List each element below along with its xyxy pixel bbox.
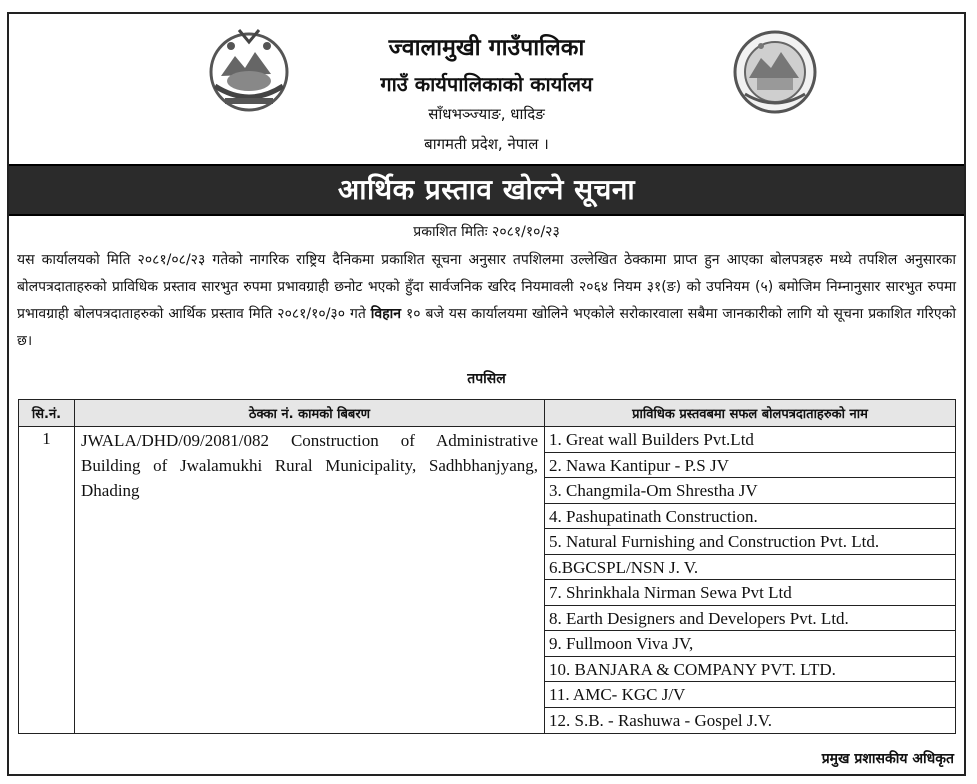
bidders-cell [545, 427, 956, 734]
signatory-title: प्रमुख प्रशासकीय अधिकृत [821, 751, 954, 767]
row-serial-number: 1 [19, 427, 75, 734]
contract-description: JWALA/DHD/09/2081/082 Construction of Administrative Building of Jwalamukhi Rural Municipality, Sadhbhanjyang, Dhading [75, 427, 545, 734]
header-serial-number: सि.नं. [19, 400, 75, 427]
list-item: 3. Changmila-Om Shrestha JV [545, 478, 955, 504]
address-line-1: साँधभञ्ज्याङ, धादिङ [428, 105, 545, 123]
header-contract-description: ठेक्का नं. कामको बिबरण [75, 400, 545, 427]
list-item: 8. Earth Designers and Developers Pvt. Ltd. [545, 606, 955, 632]
list-item: 5. Natural Furnishing and Construction Pvt. Ltd. [545, 529, 955, 555]
table-header-row [19, 400, 956, 427]
published-date: प्रकाशित मितिः २०८१/१०/२३ [413, 224, 560, 240]
list-item: 2. Nawa Kantipur - P.S JV [545, 453, 955, 479]
address-line-2: बागमती प्रदेश, नेपाल । [424, 135, 549, 153]
bidder-list [545, 427, 955, 733]
office-name: ज्वालामुखी गाउँपालिका [388, 35, 585, 61]
notice-frame [7, 12, 966, 776]
notice-body-part-2: १० बजे यस कार्यालयमा खोलिने भएकोले सरोकारवाला सबैमा जानकारीको लागि यो सूचना प्रकाशित गरिएको छ। [17, 306, 956, 349]
list-item: 7. Shrinkhala Nirman Sewa Pvt Ltd [545, 580, 955, 606]
notice-body-part-1: यस कार्यालयको मिति २०८१/०८/२३ गतेको नागरिक राष्ट्रिय दैनिकमा प्रकाशित सूचना अनुसार तपशिलमा उल्लेखित ठेक्कामा प्राप्त हुन आएका बोलपत्रहरु मध्ये तपशिल अनुसारका बोलपत्रदाताहरुको प्राविधिक प्रस्ताव सारभुत रुपमा प्रभावग्राही छनोट भएको हुँदा सार्वजनिक खरिद नियमावली २०६४ नियम ३१(ङ) को उपनियम (५) बमोजिम निम्नानुसार सारभुत रुपमा प्रभावग्राही बोलपत्रदाताहरुको आर्थिक प्रस्ताव मिति २०८१/१०/३० गते [17, 252, 956, 322]
list-item: 11. AMC- KGC J/V [545, 682, 955, 708]
notice-body [17, 247, 956, 355]
list-item: 1. Great wall Builders Pvt.Ltd [545, 427, 955, 453]
header-successful-bidders: प्राविधिक प्रस्तवबमा सफल बोलपत्रदाताहरुको नाम [545, 400, 956, 427]
notice-title: आर्थिक प्रस्ताव खोल्ने सूचना [337, 173, 636, 206]
table-row [19, 427, 956, 734]
title-banner [9, 164, 964, 216]
list-item: 4. Pashupatinath Construction. [545, 504, 955, 530]
list-item: 10. BANJARA & COMPANY PVT. LTD. [545, 657, 955, 683]
list-item: 9. Fullmoon Viva JV, [545, 631, 955, 657]
notice-body-bold: विहान [370, 306, 402, 322]
letterhead [9, 14, 964, 162]
bidder-table [18, 399, 956, 734]
office-subtitle: गाउँ कार्यपालिकाको कार्यालय [380, 72, 593, 96]
list-item: 12. S.B. - Rashuwa - Gospel J.V. [549, 710, 773, 730]
schedule-label: तपसिल [467, 371, 506, 387]
list-item: 6.BGCSPL/NSN J. V. [545, 555, 955, 581]
